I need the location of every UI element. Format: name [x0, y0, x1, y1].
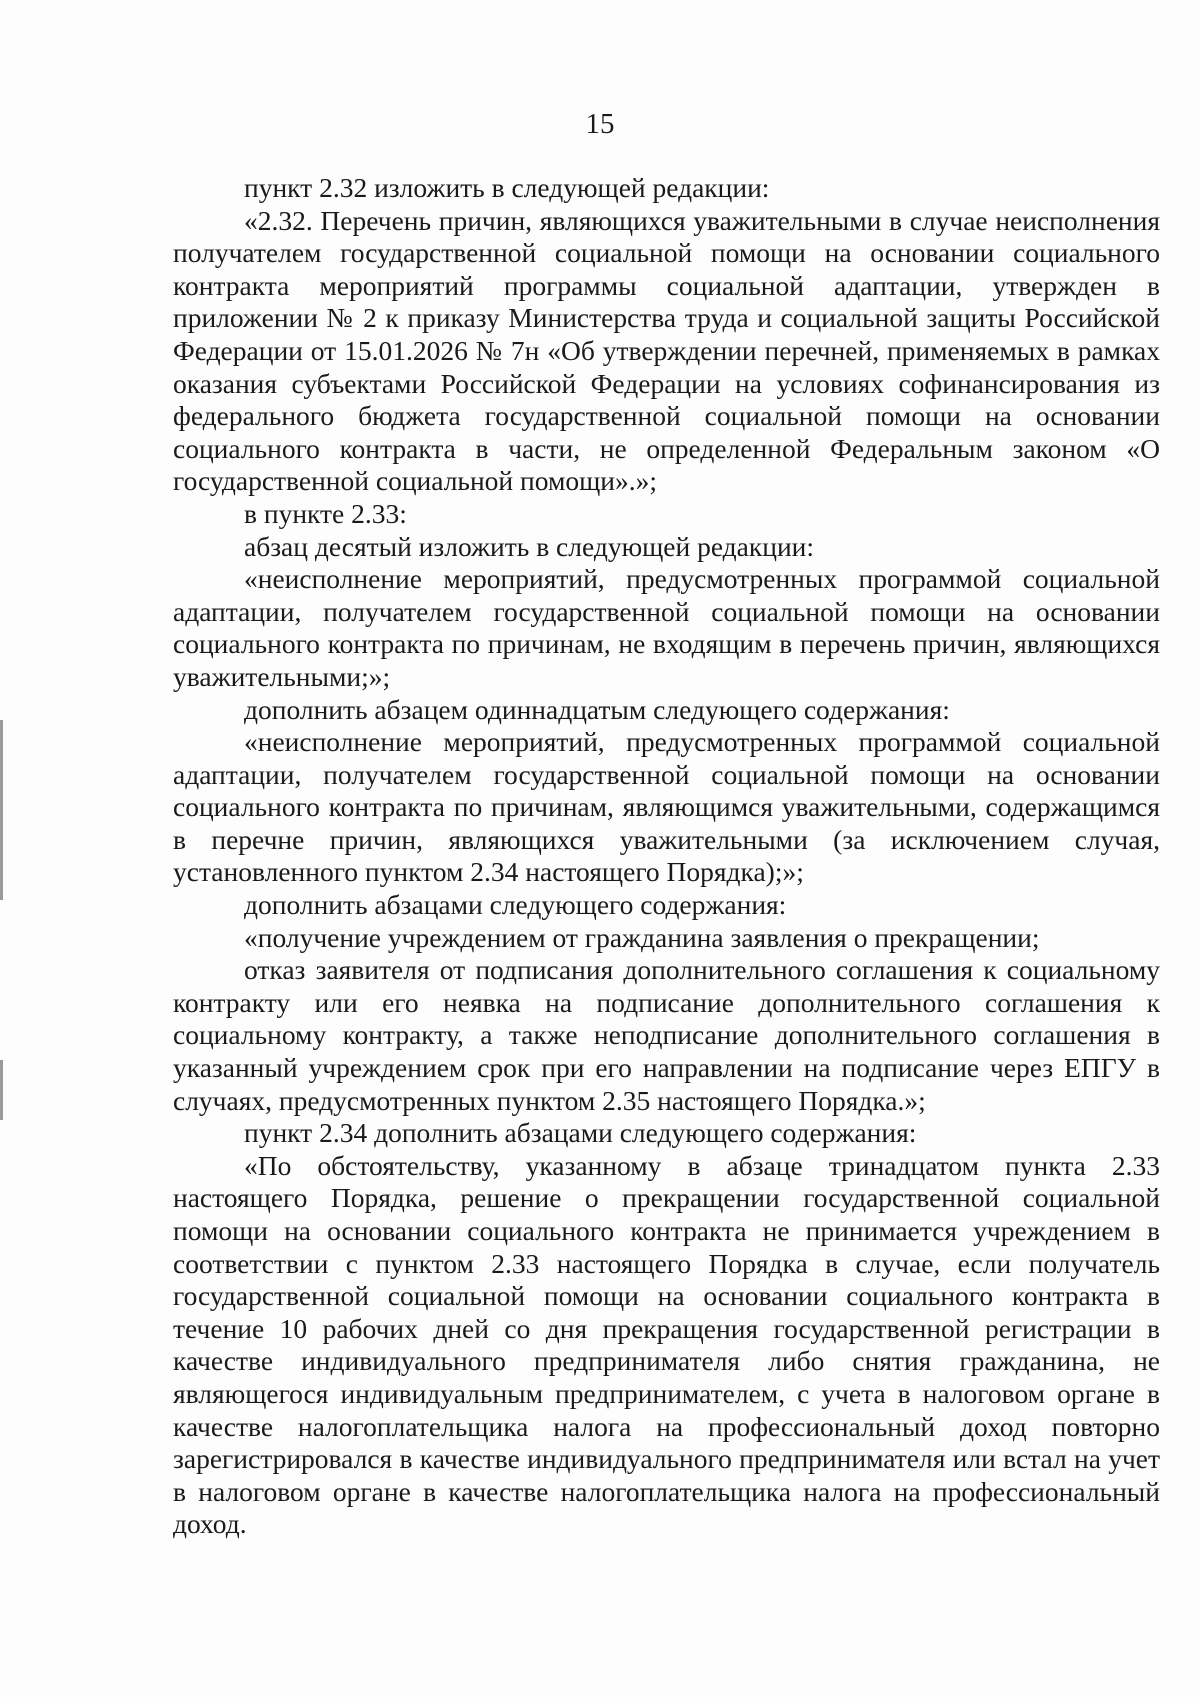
paragraph: отказ заявителя от подписания дополнительного соглашения к социальному контракту или его неявка на подписание дополнительного соглашения к социальному контракту, а также неподписание дополнительного соглашения в указанный учреждением срок при его направлении на подписание через ЕПГУ в случаях, предусмотренных пунктом 2.35 настоящего Порядка.»; [173, 954, 1160, 1116]
paragraph: абзац десятый изложить в следующей редакции: [244, 530, 815, 562]
paragraph: «получение учреждением от гражданина заявления о прекращении; [244, 921, 1040, 953]
paragraph: пункт 2.32 изложить в следующей редакции: [244, 172, 770, 203]
paragraph: «2.32. Перечень причин, являющихся уважительными в случае неисполнения получателем государственной социальной помощи на основании социального контракта мероприятий программы социальной адаптации, утвержден в приложении № 2 к приказу Министерства труда и социальной защиты Российской Федерации от 15.01.2026 № 7н «Об утверждении перечней, применяемых в рамках оказания субъектами Российской Федерации на условиях софинансирования из федерального бюджета государственной социальной помощи на основании социального контракта в части, не определенной Федеральным законом «О государственной социальной помощи».»; [173, 204, 1160, 497]
paragraph: в пункте 2.33: [244, 497, 407, 529]
paragraph: дополнить абзацем одиннадцатым следующего содержания: [244, 693, 950, 725]
page-number: 15 [585, 108, 615, 140]
paragraph: «неисполнение мероприятий, предусмотренных программой социальной адаптации, получателем государственной социальной помощи на основании социального контракта по причинам, являющимся уважительными, содержащимся в перечне причин, являющихся уважительными (за исключением случая, установленного пунктом 2.34 настоящего Порядка);»; [173, 726, 1160, 888]
scan-edge-mark [0, 720, 3, 900]
paragraph: дополнить абзацами следующего содержания: [244, 889, 787, 921]
document-body [173, 172, 1160, 1541]
paragraph: «неисполнение мероприятий, предусмотренных программой социальной адаптации, получателем государственной социальной помощи на основании социального контракта по причинам, не входящим в перечень причин, являющихся уважительными;»; [173, 563, 1160, 692]
paragraph: пункт 2.34 дополнить абзацами следующего содержания: [244, 1117, 917, 1149]
paragraph: «По обстоятельству, указанному в абзаце тринадцатом пункта 2.33 настоящего Порядка, решение о прекращении государственной социальной помощи на основании социального контракта не принимается учреждением в соответствии с пунктом 2.33 настоящего Порядка в случае, если получатель государственной социальной помощи на основании социального контракта в течение 10 рабочих дней со дня прекращения государственной регистрации в качестве индивидуального предпринимателя либо снятия гражданина, не являющегося индивидуальным предпринимателем, с учета в налоговом органе в качестве налогоплательщика налога на профессиональный доход повторно зарегистрировался в качестве индивидуального предпринимателя или встал на учет в налоговом органе в качестве налогоплательщика налога на профессиональный доход. [173, 1149, 1160, 1540]
scan-edge-mark [0, 1060, 3, 1120]
